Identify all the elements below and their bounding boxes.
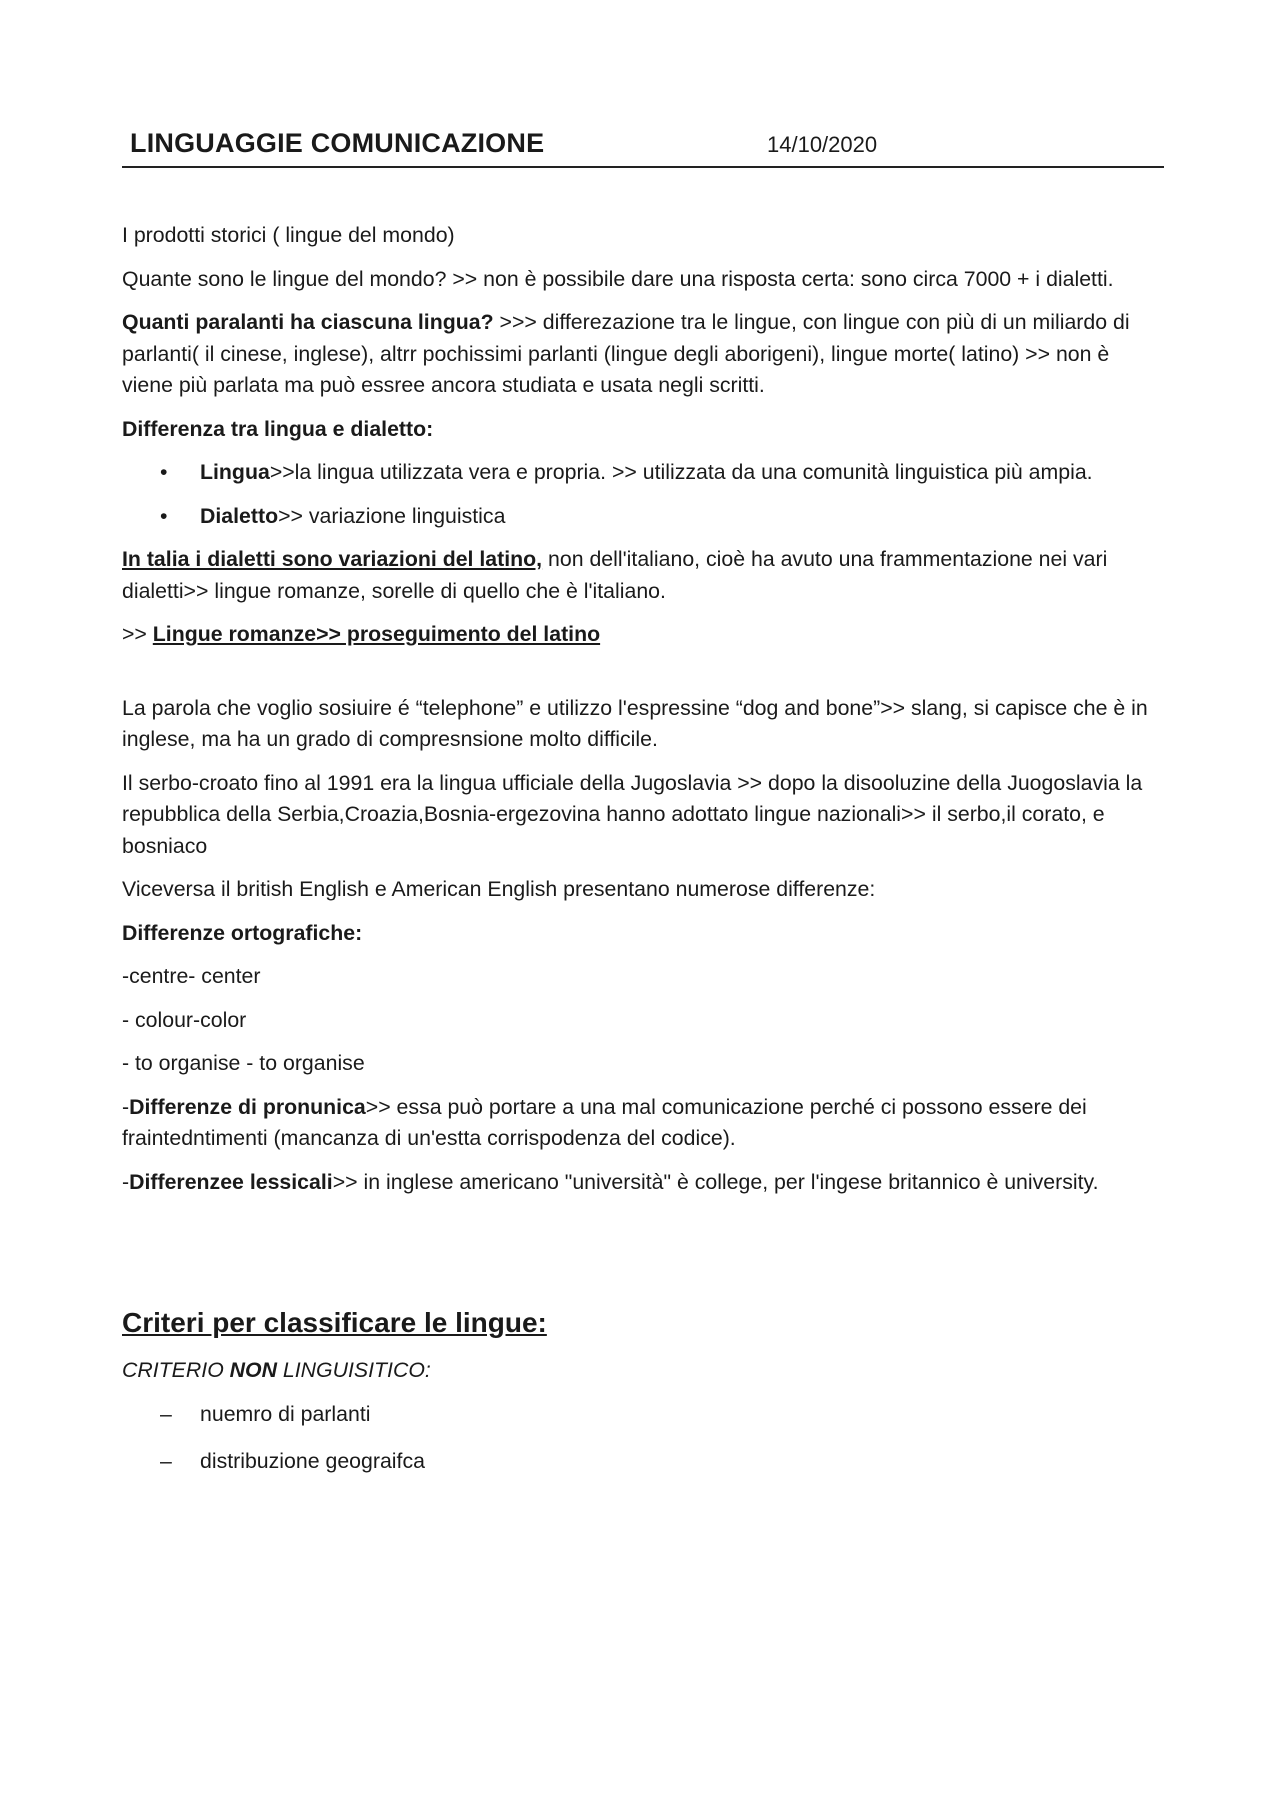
criterion-item-geography: distribuzione geograifca	[200, 1449, 425, 1473]
definition-lingua: >>la lingua utilizzata vera e propria. >> utilizzata da una comunità linguistica più ampia.	[269, 460, 1093, 484]
paragraph-slang: La parola che voglio sosiuire é “telephone” e utilizzo l'espressine “dog and bone”>> slang, si capisce che è in inglese, ma ha un grado di compresnsione molto difficile.	[122, 695, 1148, 751]
definition-dialetto: >> variazione linguistica	[278, 503, 506, 528]
section-title-classification: Criteri per classificare le lingue:	[122, 1307, 547, 1338]
paragraph-serbo-croatian: Il serbo-croato fino al 1991 era la lingua ufficiale della Jugoslavia >> dopo la disooluzine della Juogoslavia la repubblica della Serbia,Croazia,Bosnia-ergezovina hanno adottato lingue nazionali>> il serbo,il corato, e bosniaco	[122, 770, 1143, 858]
document-title: LINGUAGGIE COMUNICAZIONE	[130, 128, 545, 158]
paragraph-speakers	[122, 307, 1164, 402]
spelling-example-1: -centre- center	[122, 964, 261, 988]
list-item-dialetto	[122, 501, 1164, 533]
document-header	[122, 120, 1164, 168]
lexical-explanation: >> in inglese americano "università" è college, per l'ingese britannico è university.	[332, 1169, 1099, 1194]
term-lingua: Lingua	[200, 460, 270, 484]
lexical-prefix: -	[122, 1169, 130, 1194]
dash-icon: –	[160, 1401, 172, 1426]
paragraph-historical-products: I prodotti storici ( lingue del mondo)	[122, 223, 455, 247]
paragraph-british-american: Viceversa il british English e American English presentano numerose differenze:	[122, 877, 876, 901]
criterion-item-speakers: nuemro di parlanti	[200, 1401, 371, 1426]
document-date: 14/10/2020	[767, 132, 878, 157]
bullet-icon: •	[160, 460, 168, 484]
paragraph-romance-languages	[122, 619, 1164, 651]
heading-spelling-differences: Differenze ortografiche:	[122, 920, 363, 945]
italian-dialects-explanation: non dell'italiano, cioè ha avuto una frammentazione nei vari dialetti>> lingue romanze, sorelle di quello che è l'italiano.	[122, 547, 1108, 603]
criterion-list	[122, 1399, 1164, 1478]
criterion-heading	[122, 1355, 1164, 1387]
heading-language-vs-dialect: Differenza tra lingua e dialetto:	[122, 416, 434, 441]
list-item	[122, 1446, 1164, 1478]
list-item	[122, 1399, 1164, 1431]
spelling-example-2: - colour-color	[122, 1007, 247, 1032]
pronunciation-term: Differenze di pronunica	[129, 1094, 366, 1119]
paragraph-how-many-languages: Quante sono le lingue del mondo? >> non è possibile dare una risposta certa: sono circa 7000 + i dialetti.	[122, 266, 1114, 291]
criterion-before: CRITERIO	[122, 1358, 230, 1382]
spacer	[122, 1210, 1164, 1305]
romance-prefix: >>	[122, 622, 153, 646]
list-item-lingua	[122, 457, 1164, 489]
spacer	[122, 663, 1164, 693]
term-dialetto: Dialetto	[200, 503, 279, 528]
paragraph-italian-dialects	[122, 544, 1164, 607]
language-dialect-list	[122, 457, 1164, 532]
criterion-after: LINGUISITICO:	[277, 1358, 431, 1382]
paragraph-pronunciation	[122, 1092, 1164, 1155]
speakers-answer: >>> differezazione tra le lingue, con lingue con più di un miliardo di parlanti( il cinese, inglese), altrr pochissimi parlanti (lingue degli aborigeni), lingue morte( latino) >> non è viene più parlata ma può essree ancora studiata e usata negli scritti.	[122, 310, 1130, 397]
dash-icon: –	[160, 1449, 172, 1473]
pronunciation-prefix: -	[122, 1094, 130, 1119]
paragraph-lexical	[122, 1167, 1164, 1199]
criterion-emphasis: NON	[229, 1358, 277, 1382]
document-page	[122, 120, 1164, 1494]
italian-dialects-statement: In talia i dialetti sono variazioni del latino,	[122, 547, 543, 571]
pronunciation-explanation: >> essa può portare a una mal comunicazione perché ci possono essere dei fraintedntimenti (mancanza di un'estta corrispodenza del codice).	[122, 1094, 1087, 1150]
document-body	[122, 220, 1164, 1478]
bullet-icon: •	[160, 503, 168, 528]
speakers-question: Quanti paralanti ha ciascuna lingua?	[122, 310, 494, 334]
lexical-term: Differenzee lessicali	[129, 1169, 333, 1194]
spelling-example-3: - to organise - to organise	[122, 1051, 365, 1075]
romance-statement: Lingue romanze>> proseguimento del latino	[152, 622, 601, 646]
